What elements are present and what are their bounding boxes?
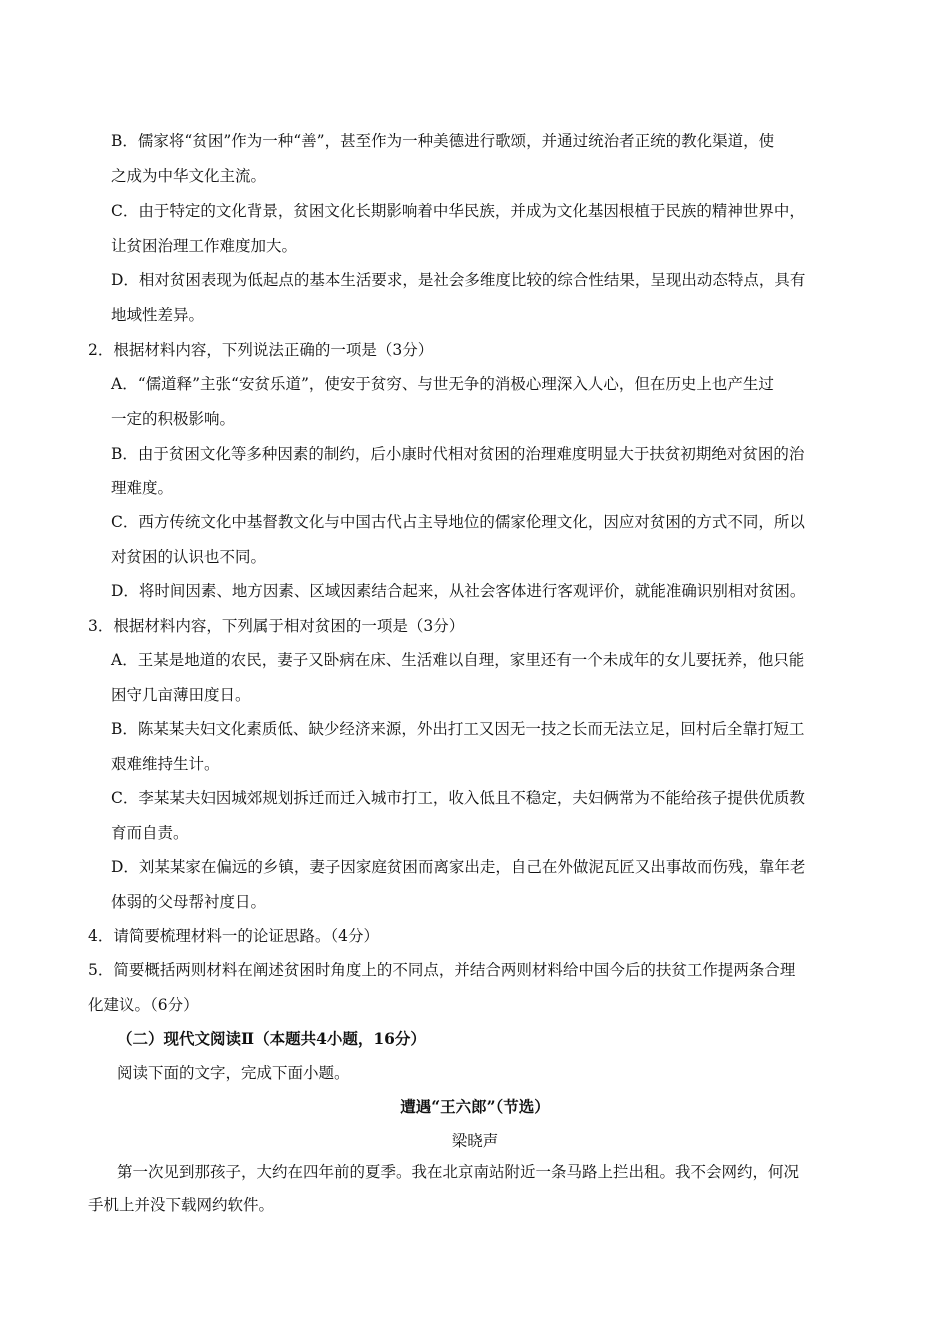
question-3-stem: 3．根据材料内容，下列属于相对贫困的一项是（3分） xyxy=(88,617,465,635)
text-line: 育而自责。 xyxy=(111,824,189,842)
text-line: B．陈某某夫妇文化素质低、缺少经济来源，外出打工又因无一技之长而无法立足，回村后全靠打短工 xyxy=(111,720,805,738)
text-line: D．刘某某家在偏远的乡镇，妻子因家庭贫困而离家出走，自己在外做泥瓦匠又出事故而伤残，靠年老 xyxy=(111,858,806,876)
text-line: 让贫困治理工作难度加大。 xyxy=(111,237,298,255)
text-line: 5．简要概括两则材料在阐述贫困时角度上的不同点，并结合两则材料给中国今后的扶贫工作提两条合理 xyxy=(88,961,796,979)
text-line: A．王某是地道的农民，妻子又卧病在床、生活难以自理，家里还有一个未成年的女儿要抚养，他只能 xyxy=(111,651,805,669)
text-line: 艰难维持生计。 xyxy=(111,755,220,773)
question-4: 4．请简要梳理材料一的论证思路。（4分） xyxy=(88,927,379,945)
text-line: C．由于特定的文化背景，贫困文化长期影响着中华民族，并成为文化基因根植于民族的精神世界中， xyxy=(111,202,805,220)
q2-option-d: D．将时间因素、地方因素、区域因素结合起来，从社会客体进行客观评价，就能准确识别相对贫困。 xyxy=(111,582,806,600)
instruction: 阅读下面的文字，完成下面小题。 xyxy=(117,1064,350,1082)
text-line: C．李某某夫妇因城郊规划拆迁而迁入城市打工，收入低且不稳定，夫妇俩常为不能给孩子提供优质教 xyxy=(111,789,805,807)
text-line: 化建议。（6分） xyxy=(88,996,199,1014)
text-line: 之成为中华文化主流。 xyxy=(111,167,267,185)
text-line: B．儒家将“贫困”作为一种“善”，甚至作为一种美德进行歌颂，并通过统治者正统的教化渠道，使 xyxy=(111,132,775,150)
section-heading: （二）现代文阅读Ⅱ（本题共4小题，16分） xyxy=(117,1029,426,1048)
text-line: D．相对贫困表现为低起点的基本生活要求，是社会多维度比较的综合性结果，呈现出动态特点，具有 xyxy=(111,271,806,289)
article-title: 遭遇“王六郎”（节选） xyxy=(400,1097,550,1116)
article-author: 梁晓声 xyxy=(451,1132,499,1150)
text-line: 第一次见到那孩子，大约在四年前的夏季。我在北京南站附近一条马路上拦出租。我不会网约，何况 xyxy=(117,1163,800,1181)
text-line: 困守几亩薄田度日。 xyxy=(111,686,251,704)
text-line: 地域性差异。 xyxy=(111,306,205,324)
text-line: 手机上并没下载网约软件。 xyxy=(88,1196,275,1214)
text-line: 体弱的父母帮衬度日。 xyxy=(111,893,267,911)
text-line: 理难度。 xyxy=(111,479,174,497)
text-line: 一定的积极影响。 xyxy=(111,410,236,428)
text-line: C．西方传统文化中基督教文化与中国古代占主导地位的儒家伦理文化，因应对贫困的方式不同，所以 xyxy=(111,513,805,531)
text-line: B．由于贫困文化等多种因素的制约，后小康时代相对贫困的治理难度明显大于扶贫初期绝对贫困的治 xyxy=(111,445,805,463)
question-2-stem: 2．根据材料内容，下列说法正确的一项是（3分） xyxy=(88,341,434,359)
text-line: A．“儒道释”主张“安贫乐道”，使安于贫穷、与世无争的消极心理深入人心，但在历史上也产生过 xyxy=(111,375,774,393)
text-line: 对贫困的认识也不同。 xyxy=(111,548,267,566)
